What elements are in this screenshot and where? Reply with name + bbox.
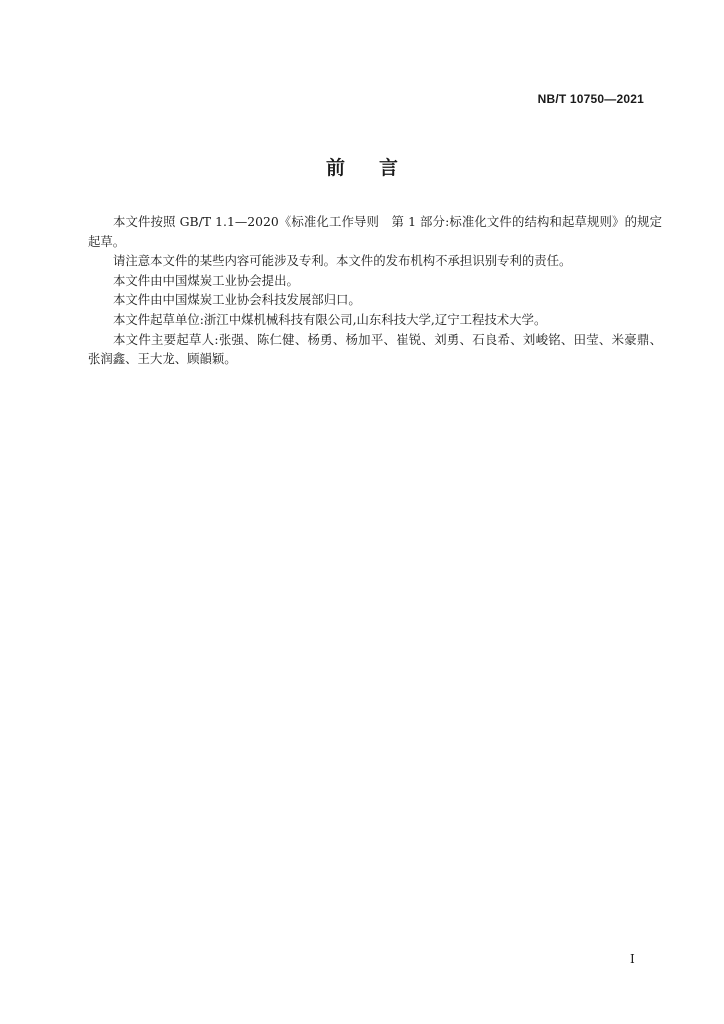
foreword-body — [88, 212, 662, 369]
paragraph-patent-notice: 请注意本文件的某些内容可能涉及专利。本文件的发布机构不承担识别专利的责任。 — [113, 253, 572, 269]
paragraph-drafters: 本文件主要起草人:张强、陈仁健、杨勇、杨加平、崔锐、刘勇、石良希、刘峻铭、田莹、米豪鼎、张润鑫、王大龙、顾韻颖。 — [88, 331, 662, 367]
paragraph-drafting-organizations: 本文件起草单位:浙江中煤机械科技有限公司,山东科技大学,辽宁工程技术大学。 — [113, 311, 547, 327]
paragraph-proposer: 本文件由中国煤炭工业协会提出。 — [113, 272, 299, 288]
title-char-2: 言 — [379, 157, 399, 179]
title-char-1: 前 — [325, 157, 345, 179]
paragraph-drafting-rule: 本文件按照 GB/T 1.1—2020《标准化工作导则 第 1 部分:标准化文件的结构和起草规则》的规定起草。 — [88, 214, 662, 249]
page-title — [0, 153, 724, 180]
paragraph-centralized-unit: 本文件由中国煤炭工业协会科技发展部归口。 — [113, 292, 361, 308]
page-number: I — [630, 952, 635, 966]
standard-code: NB/T 10750—2021 — [537, 92, 644, 106]
